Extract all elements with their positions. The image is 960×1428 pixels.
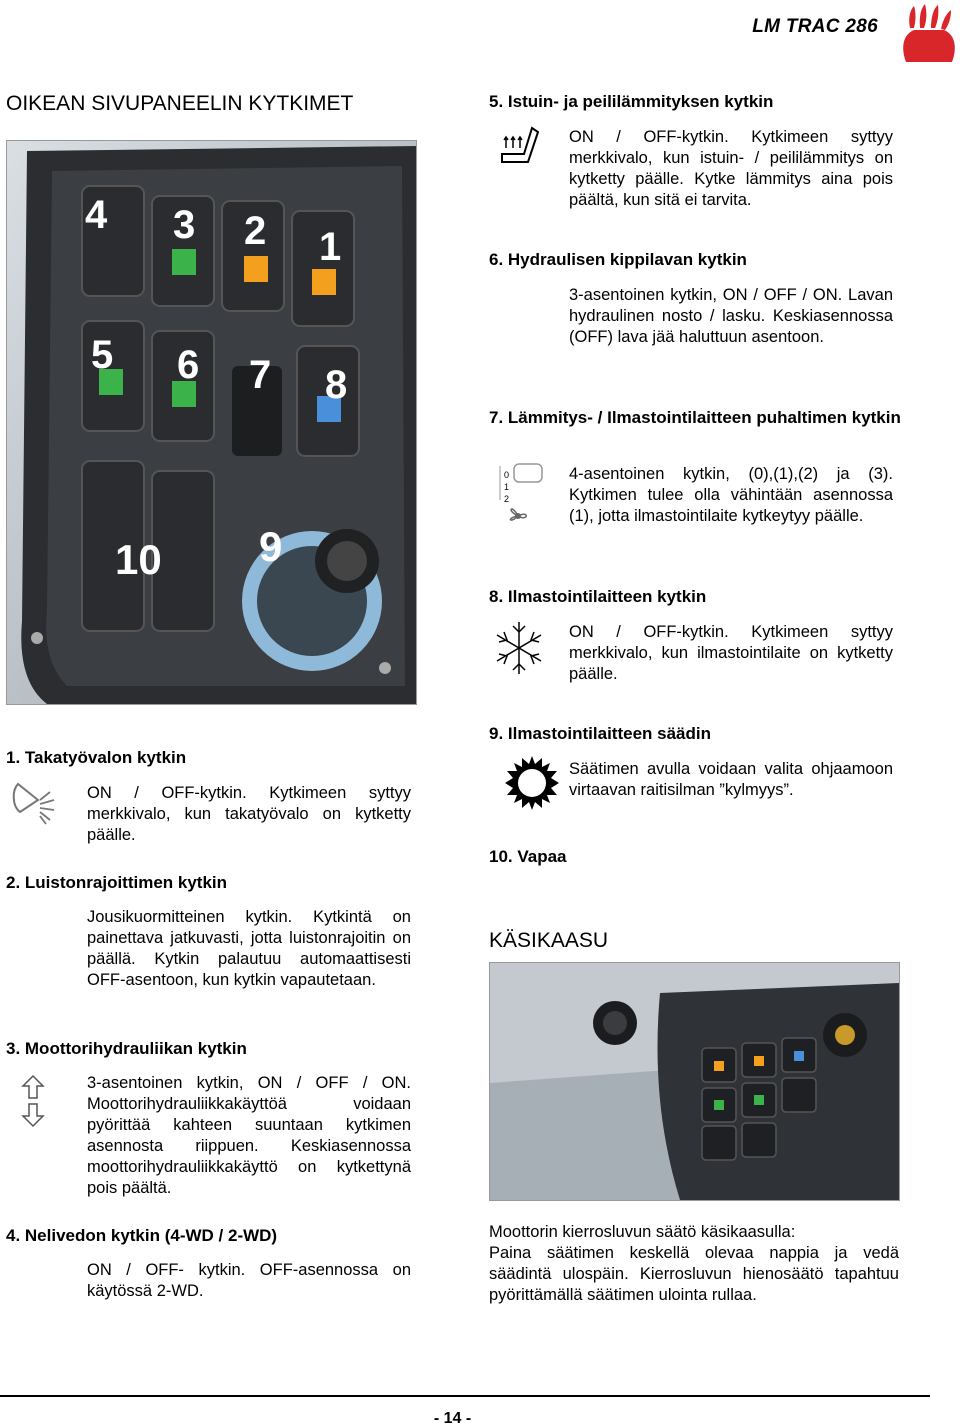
item-6-title: 6. Hydraulisen kippilavan kytkin	[489, 250, 747, 269]
item-8-title: 8. Ilmastointilaitteen kytkin	[489, 587, 707, 606]
seat-heater-icon	[494, 124, 544, 174]
switch-panel-photo	[6, 140, 417, 705]
item-2-text: Jousikuormitteinen kytkin. Kytkintä on painettava jatkuvasti, jotta luistonrajoitin on päällä. Kytkin palautuu automaattisesti OFF-asentoon, kun kytkin vapautetaan.	[87, 908, 411, 989]
fan-label-2: 2	[504, 494, 510, 504]
switch-number-6: 6	[177, 343, 200, 387]
snowflake-icon	[494, 620, 544, 676]
item-9-title: 9. Ilmastointilaitteen säädin	[489, 724, 712, 743]
switch-number-5: 5	[91, 333, 114, 377]
fan-label-1: 1	[504, 482, 510, 492]
hand-throttle-photo	[489, 962, 900, 1201]
kasikaasu-caption-body: Paina säätimen keskellä olevaa nappia ja vedä säädintä ulospäin. Kierrosluvun hienosäätö tapahtuu pyörittämällä säätimen ulointa rullaa.	[489, 1244, 899, 1304]
kasikaasu-title: KÄSIKAASU	[489, 929, 609, 952]
item-5-title: 5. Istuin- ja peililämmityksen kytkin	[489, 92, 774, 111]
switch-number-8: 8	[325, 363, 348, 407]
page-number: - 14 -	[433, 1410, 472, 1427]
up-down-arrows-icon	[20, 1074, 46, 1128]
item-1-title: 1. Takatyövalon kytkin	[6, 748, 187, 767]
footer-rule	[0, 1395, 930, 1397]
item-1-text: ON / OFF-kytkin. Kytkimeen syttyy merkkivalo, kun takatyövalo on kytketty päälle.	[87, 784, 411, 844]
brand-title: LM TRAC 286	[752, 16, 878, 37]
item-5-text: ON / OFF-kytkin. Kytkimeen syttyy merkkivalo, kun istuin- / peililämmitys on kytketty päälle. Kytke lämmitys aina pois päältä, kun sitä ei tarvita.	[569, 128, 893, 209]
switch-number-3: 3	[173, 203, 196, 247]
switch-number-9: 9	[259, 523, 283, 570]
item-4-title: 4. Nelivedon kytkin (4-WD / 2-WD)	[6, 1226, 278, 1245]
switch-number-7: 7	[249, 353, 272, 397]
sun-gear-icon	[504, 755, 560, 811]
item-8-text: ON / OFF-kytkin. Kytkimeen syttyy merkkivalo, kun ilmastointilaite on kytketty päälle.	[569, 623, 893, 683]
item-7-title: 7. Lämmitys- / Ilmastointilaitteen puhaltimen kytkin	[489, 408, 901, 427]
section-title: OIKEAN SIVUPANEELIN KYTKIMET	[6, 92, 354, 115]
item-2-title: 2. Luistonrajoittimen kytkin	[6, 873, 228, 892]
work-light-icon	[10, 780, 66, 826]
item-3-title: 3. Moottorihydrauliikan kytkin	[6, 1039, 247, 1058]
item-6-text: 3-asentoinen kytkin, ON / OFF / ON. Lavan hydraulinen nosto / lasku. Keskiasennossa (OFF) lava jää haluttuun asentoon.	[569, 286, 893, 346]
switch-number-10: 10	[115, 536, 162, 583]
item-7-text: 4-asentoinen kytkin, (0),(1),(2) ja (3). Kytkimen tulee olla vähintään asennossa (1), jotta ilmastointilaite kytkeytyy päälle.	[569, 465, 893, 525]
item-9-text: Säätimen avulla voidaan valita ohjaamoon virtaavan raitisilman ”kylmyys”.	[569, 760, 893, 799]
switch-number-1: 1	[319, 225, 342, 269]
item-3-text: 3-asentoinen kytkin, ON / OFF / ON. Moottorihydrauliikkakäyttöä voidaan pyörittää kahteen suuntaan kytkimen asennosta riippuen. Keskiasennossa moottorihydrauliikkakäyttö on kytkettynä pois päältä.	[87, 1074, 411, 1197]
item-10-title: 10. Vapaa	[489, 847, 567, 866]
item-4-text: ON / OFF- kytkin. OFF-asennossa on käytössä 2-WD.	[87, 1261, 411, 1300]
bear-paw-icon	[900, 4, 958, 66]
kasikaasu-caption-line1: Moottorin kierrosluvun säätö käsikaasulla:	[489, 1223, 796, 1241]
switch-number-2: 2	[244, 209, 267, 253]
fan-speed-icon	[494, 460, 546, 532]
fan-label-0: 0	[504, 470, 510, 480]
switch-number-4: 4	[85, 193, 108, 237]
